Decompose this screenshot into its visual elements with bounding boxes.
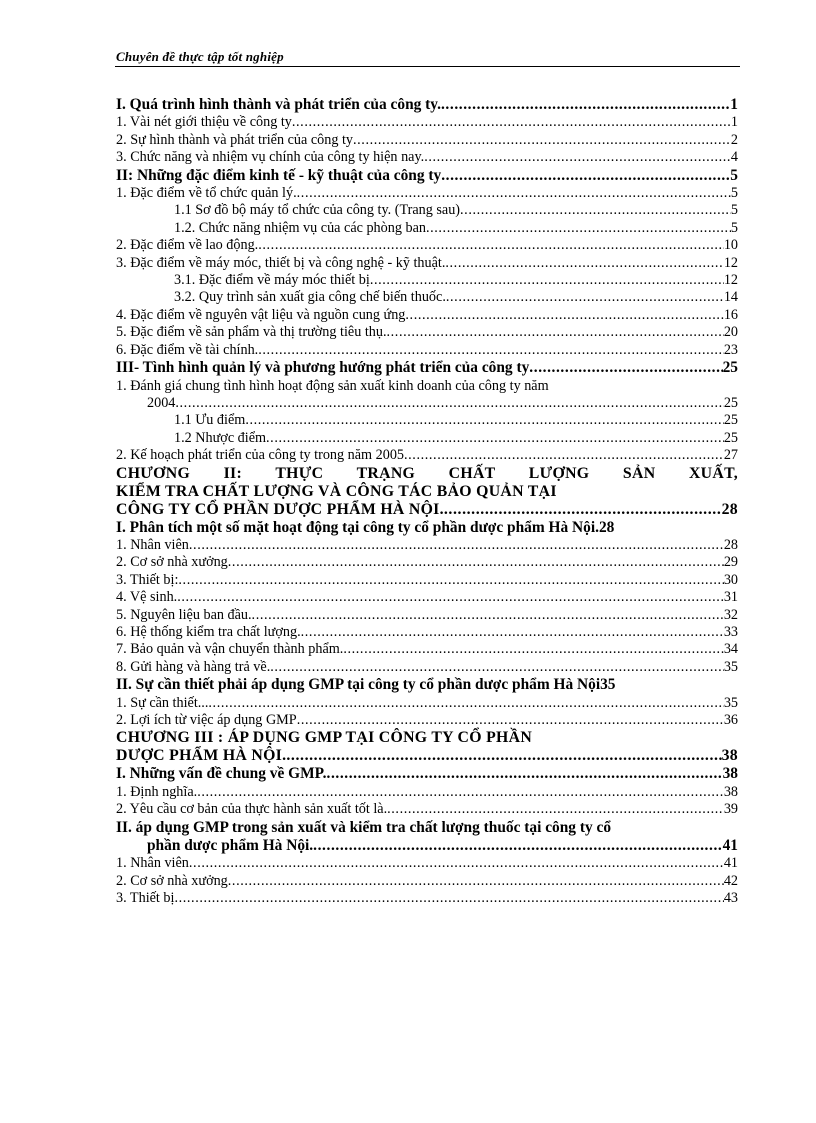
dot-leader xyxy=(445,255,723,272)
toc-entry-page: 14 xyxy=(723,289,738,306)
toc-entry-title: 3. Thiết bị: xyxy=(116,571,179,588)
toc-entry xyxy=(116,589,738,606)
toc-entry xyxy=(116,712,738,729)
toc-entry xyxy=(116,202,738,219)
toc-entry-title: phần dược phẩm Hà Nội. xyxy=(147,837,314,855)
toc-entry xyxy=(116,607,738,624)
toc-entry-page: 5 xyxy=(730,166,738,184)
toc-entry-title: 3. Đặc điểm về máy móc, thiết bị và công nghệ - kỹ thuật. xyxy=(116,254,446,271)
toc-entry-page: 5 xyxy=(730,219,738,236)
toc-entry xyxy=(116,855,738,872)
toc-entry xyxy=(116,747,738,765)
toc-entry-page: 31 xyxy=(723,589,738,606)
toc-entry-title: II. áp dụng GMP trong sản xuất và kiểm tra chất lượng thuốc tại công ty cổ xyxy=(116,818,612,836)
toc-entry-page: 12 xyxy=(723,254,738,271)
toc-entry-title: 1. Đặc điểm về tổ chức quản lý. xyxy=(116,185,297,202)
toc-entry xyxy=(116,220,738,237)
toc-entry-title: 1. Đánh giá chung tình hình hoạt động sản xuất kinh doanh của công ty năm xyxy=(116,377,549,394)
toc-entry xyxy=(116,501,738,519)
toc-entry-page: 30 xyxy=(723,571,738,588)
toc-entry xyxy=(116,342,738,359)
dot-leader xyxy=(387,324,724,341)
toc-entry xyxy=(116,307,738,324)
header-title: Chuyên đề thực tập tốt nghiệp xyxy=(116,49,284,64)
toc-entry-page: 1 xyxy=(730,96,738,113)
toc-entry-page: 41 xyxy=(722,837,738,855)
toc-entry-title: I. Quá trình hình thành và phát triển của công ty. xyxy=(116,96,441,113)
toc-entry-page: 39 xyxy=(723,801,738,818)
toc-entry-title: 1. Vài nét giới thiệu về công ty xyxy=(116,114,292,131)
toc-entry-page: 20 xyxy=(723,324,738,341)
toc-entry-page: 35 xyxy=(600,676,616,694)
toc-entry xyxy=(116,765,738,783)
toc-entry-title: 4. Vệ sinh. xyxy=(116,589,178,606)
toc-entry-page: 4 xyxy=(730,149,738,166)
toc-entry xyxy=(116,447,738,464)
dot-leader xyxy=(353,132,731,149)
dot-leader xyxy=(189,537,724,554)
toc-entry-title: 3.2. Quy trình sản xuất gia công chế biến thuốc. xyxy=(174,289,446,306)
toc-entry xyxy=(116,324,738,341)
toc-entry xyxy=(116,359,738,377)
toc-entry-title: 2004 xyxy=(147,394,176,411)
toc-entry-page: 34 xyxy=(723,641,738,658)
toc-entry-page: 27 xyxy=(723,447,738,464)
dot-leader xyxy=(266,430,724,447)
toc-entry-page: 25 xyxy=(723,394,738,411)
dot-leader xyxy=(441,96,730,114)
toc-entry-title: 2. Kế hoạch phát triển của công ty trong năm 2005 xyxy=(116,447,405,464)
toc-entry-page: 32 xyxy=(723,606,738,623)
toc-entry-title: II: Những đặc điểm kinh tế - kỹ thuật của công ty xyxy=(116,166,442,184)
toc-entry-page: 42 xyxy=(723,872,738,889)
toc-entry xyxy=(116,784,738,801)
toc-entry xyxy=(116,519,738,537)
toc-entry xyxy=(116,890,738,907)
toc-entry-title: 1.1 Ưu điểm xyxy=(174,412,246,429)
dot-leader xyxy=(327,765,723,783)
toc-entry-page: 28 xyxy=(723,536,738,553)
toc-entry-title: 5. Nguyên liệu ban đầu. xyxy=(116,606,252,623)
toc-entry xyxy=(116,729,738,747)
toc-entry xyxy=(116,114,738,131)
dot-leader xyxy=(258,237,724,254)
dot-leader xyxy=(178,572,723,589)
toc-entry-page: 5 xyxy=(730,185,738,202)
dot-leader xyxy=(292,114,731,131)
dot-leader xyxy=(446,289,724,306)
toc-entry-title: 4. Đặc điểm về nguyên vật liệu và nguồn cung ứng xyxy=(116,306,406,323)
toc-entry-title: III- Tình hình quản lý và phương hướng phát triển của công ty xyxy=(116,359,530,377)
toc-entry-page: 28 xyxy=(721,500,738,518)
toc-entry-title: 1.2. Chức năng nhiệm vụ của các phòng ban xyxy=(174,219,426,236)
toc-entry xyxy=(116,676,738,694)
toc-entry xyxy=(116,659,738,676)
dot-leader xyxy=(424,149,731,166)
dot-leader xyxy=(258,342,724,359)
dot-leader xyxy=(426,220,731,237)
toc-entry-title: CÔNG TY CỔ PHẦN DƯỢC PHẨM HÀ NỘI. xyxy=(116,500,444,518)
dot-leader xyxy=(297,185,731,202)
toc-entry-page: 43 xyxy=(723,890,738,907)
toc-entry xyxy=(116,483,738,501)
toc-entry xyxy=(116,96,738,114)
toc-entry xyxy=(116,132,738,149)
toc-entry xyxy=(116,624,738,641)
dot-leader xyxy=(208,695,723,712)
toc-entry-title: CHƯƠNG III : ÁP DỤNG GMP TẠI CÔNG TY CỔ PHẦN xyxy=(116,729,533,747)
toc-entry xyxy=(116,873,738,890)
toc-entry xyxy=(116,378,738,395)
toc-entry-title: 1. Nhân viên xyxy=(116,536,189,553)
toc-entry-title: 2. Sự hình thành và phát triển của công ty xyxy=(116,131,354,148)
toc-entry-page: 16 xyxy=(723,306,738,323)
dot-leader xyxy=(444,501,722,519)
dot-leader xyxy=(197,784,724,801)
toc-entry-page: 35 xyxy=(723,694,738,711)
toc-entry-page: 25 xyxy=(723,429,738,446)
toc-entry xyxy=(116,430,738,447)
dot-leader xyxy=(177,589,724,606)
toc-entry-page: 35 xyxy=(723,658,738,675)
toc-entry-title: 1. Định nghĩa. xyxy=(116,783,198,800)
dot-leader xyxy=(297,712,724,729)
toc-entry-title: 3. Chức năng và nhiệm vụ chính của công ty hiện nay. xyxy=(116,149,425,166)
toc-entry xyxy=(116,837,738,855)
toc-entry-title: I. Những vấn đề chung về GMP. xyxy=(116,765,327,783)
toc-entry xyxy=(116,272,738,289)
toc-entry-title: CHƯƠNG II: THỰC TRẠNG CHẤT LƯỢNG SẢN XUẤT, xyxy=(116,464,738,482)
toc-entry xyxy=(116,289,738,306)
dot-leader xyxy=(252,607,724,624)
dot-leader xyxy=(460,202,731,219)
toc-entry-page: 36 xyxy=(723,712,738,728)
toc-entry-title: II. Sự cần thiết phải áp dụng GMP tại công ty cổ phần dược phẩm Hà Nội xyxy=(116,676,601,694)
toc-entry-title: 8. Gửi hàng và hàng trả về. xyxy=(116,658,271,675)
toc-entry-title: 2. Đặc điểm về lao động. xyxy=(116,237,259,254)
toc-entry-page: 38 xyxy=(722,765,738,783)
toc-entry-page: 10 xyxy=(723,237,738,254)
toc-entry-page: 23 xyxy=(723,341,738,358)
table-of-contents xyxy=(116,96,738,908)
toc-entry-page: 33 xyxy=(723,623,738,640)
toc-entry xyxy=(116,695,738,712)
toc-entry-page: 1 xyxy=(730,114,738,131)
toc-entry-title: DƯỢC PHẨM HÀ NỘI. xyxy=(116,747,287,765)
toc-entry xyxy=(116,255,738,272)
dot-leader xyxy=(245,412,724,429)
toc-entry-title: 5. Đặc điểm về sản phẩm và thị trường tiêu thụ. xyxy=(116,324,387,341)
toc-entry xyxy=(116,395,738,412)
dot-leader xyxy=(343,641,723,658)
dot-leader xyxy=(228,873,724,890)
dot-leader xyxy=(404,447,724,464)
toc-entry xyxy=(116,465,738,483)
toc-entry-title: KIỂM TRA CHẤT LƯỢNG VÀ CÔNG TÁC BẢO QUẢN TẠI xyxy=(116,482,557,500)
toc-entry-page: 38 xyxy=(723,783,738,800)
toc-entry xyxy=(116,185,738,202)
dot-leader xyxy=(441,167,730,185)
dot-leader xyxy=(286,747,721,765)
toc-entry-page: 28 xyxy=(598,518,615,536)
toc-entry xyxy=(116,554,738,571)
toc-entry-page: 25 xyxy=(723,412,738,429)
toc-entry-title: 2. Yêu cầu cơ bản của thực hành sản xuất tốt là. xyxy=(116,801,388,818)
toc-entry-title: 1. Nhân viên xyxy=(116,855,189,872)
toc-entry-title: 6. Đặc điểm về tài chính. xyxy=(116,341,259,358)
toc-entry-title: 3. Thiết bị xyxy=(116,890,175,907)
toc-entry xyxy=(116,641,738,658)
toc-entry xyxy=(116,801,738,818)
dot-leader xyxy=(405,307,723,324)
toc-entry xyxy=(116,412,738,429)
toc-entry-page: 38 xyxy=(721,747,738,765)
dot-leader xyxy=(174,890,723,907)
toc-entry-page: 12 xyxy=(723,272,738,289)
toc-entry xyxy=(116,819,738,837)
toc-entry-title: 1.2 Nhược điểm xyxy=(174,429,267,446)
dot-leader xyxy=(370,272,724,289)
toc-entry-title: 2. Lợi ích từ việc áp dụng GMP xyxy=(116,712,297,728)
dot-leader xyxy=(270,659,724,676)
toc-entry-title: I. Phân tích một số mặt hoạt động tại công ty cổ phần dược phẩm Hà Nội. xyxy=(116,518,599,536)
toc-entry xyxy=(116,167,738,185)
toc-entry xyxy=(116,537,738,554)
dot-leader xyxy=(175,395,723,412)
toc-entry-title: 1. Sự cần thiết... xyxy=(116,694,209,711)
dot-leader xyxy=(189,855,724,872)
toc-entry xyxy=(116,237,738,254)
dot-leader xyxy=(529,359,722,377)
toc-entry-title: 2. Cơ sở nhà xưởng xyxy=(116,554,228,571)
dot-leader xyxy=(313,837,722,855)
dot-leader xyxy=(387,801,724,818)
toc-entry-title: 1.1 Sơ đồ bộ máy tổ chức của công ty. (Trang sau) xyxy=(174,202,461,219)
dot-leader xyxy=(228,554,724,571)
page-header xyxy=(115,48,740,67)
toc-entry-page: 29 xyxy=(723,554,738,571)
dot-leader xyxy=(301,624,724,641)
toc-entry-title: 7. Bảo quản và vận chuyển thành phẩm. xyxy=(116,641,344,658)
toc-entry-page: 5 xyxy=(730,202,738,219)
toc-entry xyxy=(116,572,738,589)
toc-entry xyxy=(116,149,738,166)
toc-entry-title: 3.1. Đặc điểm về máy móc thiết bị xyxy=(174,272,370,289)
toc-entry-title: 2. Cơ sở nhà xưởng xyxy=(116,872,228,889)
toc-entry-page: 41 xyxy=(723,855,738,872)
toc-entry-title: 6. Hệ thống kiểm tra chất lượng. xyxy=(116,623,301,640)
toc-entry-page: 25 xyxy=(722,359,738,377)
toc-entry-page: 2 xyxy=(730,131,738,148)
